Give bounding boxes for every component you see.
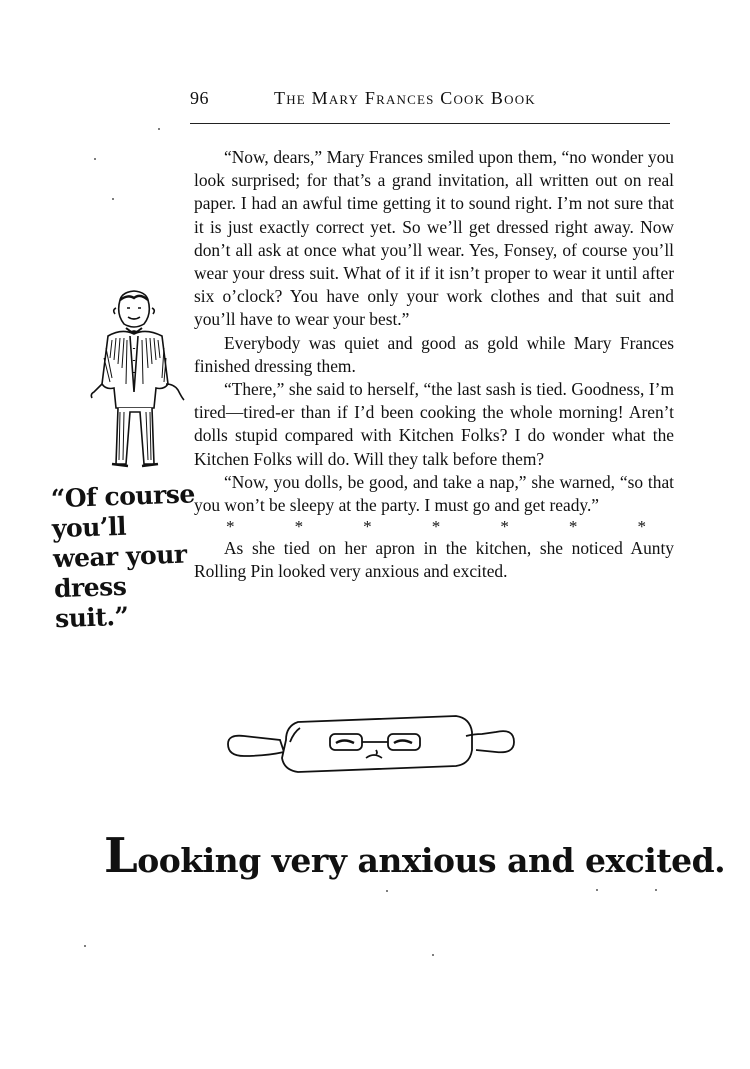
paragraph: “Now, dears,” Mary Frances smiled upon them, “no wonder you look surprised; for that’s a grand invitation, all written out on real paper. I had an awful time getting it to sound right. I’m not sure that it is just exactly correct yet. So we’ll get dressed right away. Now don’t all ask at once what you’ll wear. Yes, Fonsey, of course you’ll wear your dress suit. What of it if it isn’t proper to wear it until after six o’clock? You have only your work clothes and that suit and you’ll have to wear your best.” xyxy=(194,147,674,330)
caption-line: wear your xyxy=(52,539,188,574)
rolling-pin-caption xyxy=(104,828,726,884)
separator-star: * xyxy=(226,517,235,537)
scan-speck xyxy=(84,945,86,947)
header-rule xyxy=(190,123,670,124)
paragraph: Everybody was quiet and good as gold while Mary Frances finished dressing them. xyxy=(194,332,674,376)
paragraph: As she tied on her apron in the kitchen, she noticed Aunty Rolling Pin looked very anxious and excited. xyxy=(194,538,674,582)
separator-star: * xyxy=(568,517,578,537)
separator-star: * xyxy=(294,517,304,537)
body-text xyxy=(194,146,674,584)
caption-line: suit.” xyxy=(54,601,129,634)
page-header xyxy=(190,88,670,118)
section-separator xyxy=(194,517,674,537)
paragraph: “Now, you dolls, be good, and take a nap,” she warned, “so that you won’t be sleepy at the party. I must go and get ready.” xyxy=(194,471,674,516)
separator-star: * xyxy=(500,517,509,537)
caption-line: “Of course xyxy=(50,479,196,514)
separator-star: * xyxy=(637,517,646,537)
boy-in-dress-suit-illustration xyxy=(82,288,188,474)
caption-text: ooking very anxious and excited. xyxy=(137,841,726,880)
rolling-pin-illustration xyxy=(226,712,516,782)
caption-initial: L xyxy=(104,828,138,884)
paragraph: “There,” she said to herself, “the last sash is tied. Goodness, I’m tired—tired-er than if I’d been cooking the whole morning! Aren’t dolls stupid compared with Kitchen Folks? I do wonder what the Kitchen Folks will do. Will they talk before them? xyxy=(194,379,674,469)
boy-caption xyxy=(50,479,196,634)
scan-speck xyxy=(94,158,96,160)
scan-speck xyxy=(112,198,114,200)
scan-speck xyxy=(655,889,657,891)
page-number: 96 xyxy=(190,88,209,108)
scan-speck xyxy=(432,954,434,956)
caption-line: you’ll xyxy=(51,511,127,544)
scan-speck xyxy=(158,128,160,130)
scan-speck xyxy=(386,890,388,892)
running-title: The Mary Frances Cook Book xyxy=(274,88,536,108)
separator-star: * xyxy=(431,517,441,537)
separator-star: * xyxy=(363,517,372,537)
scan-speck xyxy=(596,889,598,891)
caption-line: dress xyxy=(53,571,127,604)
